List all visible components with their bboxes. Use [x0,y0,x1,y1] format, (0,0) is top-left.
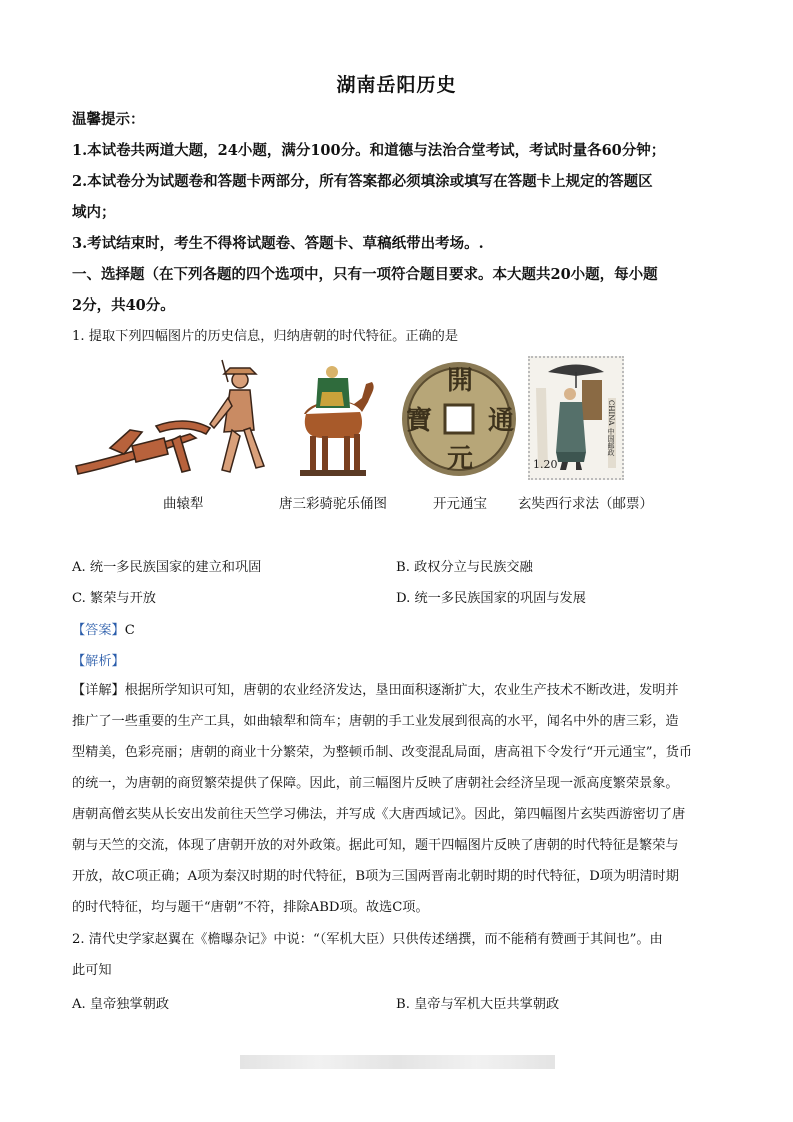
caption-plow: 曲辕犁 [163,496,204,512]
detail-line-3: 型精美，色彩亮丽；唐朝的商业十分繁荣，为整顿币制、改变混乱局面，唐高祖下令发行“开元通宝”，货币 [72,745,693,760]
coin-char-bottom: 元 [447,444,474,474]
tips-heading: 温馨提示： [72,111,145,128]
answer-label: 【答案】 [72,623,125,638]
detail-line-8: 的时代特征，均与题干“唐朝”不符，排除ABD项。故选C项。 [72,900,429,915]
coin-char-left: 寶 [406,406,433,436]
plow-image [72,358,272,480]
q1-option-c[interactable]: C. 繁荣与开放 [72,591,156,606]
detail-line-4: 的统一，为唐朝的商贸繁荣提供了保障。因此，前三幅图片反映了唐朝社会经济呈现一派高度繁荣景象。 [72,776,679,791]
q2-option-b[interactable]: B. 皇帝与军机大臣共掌朝政 [396,997,560,1012]
tip-2-cont: 域内； [72,204,116,221]
caption-stamp: 玄奘西行求法（邮票） [518,496,653,512]
caption-camel: 唐三彩骑驼乐俑图 [279,496,387,512]
detail-line-1: 【详解】根据所学知识可知，唐朝的农业经济发达，垦田面积逐渐扩大，农业生产技术不断改进，发明并 [72,683,679,698]
caption-coin: 开元通宝 [433,496,487,512]
plow-illustration-icon [72,358,272,480]
detail-line-2: 推广了一些重要的生产工具，如曲辕犁和筒车；唐朝的手工业发展到很高的水平，闻名中外的唐三彩，造 [72,714,679,729]
answer-value: C [124,623,135,638]
camel-figurine-icon [292,358,377,480]
question-2-stem-cont: 此可知 [72,963,112,978]
question-1-stem: 1. 提取下列四幅图片的历史信息，归纳唐朝的时代特征。正确的是 [72,329,459,344]
coin-char-right: 通 [488,406,515,436]
answer-row [72,619,135,638]
coin-char-top: 開 [447,366,474,396]
stamp-country: CHINA 中国邮政 [607,400,615,456]
q1-option-b[interactable]: B. 政权分立与民族交融 [396,560,533,575]
detail-line-6: 朝与天竺的交流，体现了唐朝开放的对外政策。据此可知，题干四幅图片反映了唐朝的时代特征是繁荣与 [72,838,679,853]
section-heading-1: 一、选择题（在下列各题的四个选项中，只有一项符合题目要求。本大题共20小题，每小题 [72,266,658,283]
footer-watermark [240,1055,555,1069]
q1-option-d[interactable]: D. 统一多民族国家的巩固与发展 [396,591,586,606]
q1-option-a[interactable]: A. 统一多民族国家的建立和巩固 [72,560,262,575]
page-title: 湖南岳阳历史 [336,74,457,96]
section-heading-2: 2分，共40分。 [72,297,175,314]
stamp-value: 1.20 [533,458,558,471]
camel-figurine-image [292,358,377,480]
analysis-label: 【解析】 [72,654,125,669]
tip-2: 2.本试卷分为试题卷和答题卡两部分，所有答案都必须填涂或填写在答题卡上规定的答题区 [72,173,653,190]
detail-line-5: 唐朝高僧玄奘从长安出发前往天竺学习佛法，并写成《大唐西域记》。因此，第四幅图片玄奘西游密切了唐 [72,807,686,822]
tip-1: 1.本试卷共两道大题，24小题，满分100分。和道德与法治合堂考试，考试时量各60分钟； [72,142,666,159]
q2-option-a[interactable]: A. 皇帝独掌朝政 [72,997,170,1012]
tip-3: 3.考试结束时，考生不得将试题卷、答题卡、草稿纸带出考场。. [72,235,484,252]
detail-line-7: 开放，故C项正确；A项为秦汉时期的时代特征，B项为三国两晋南北朝时期的时代特征，D项为明清时期 [72,869,679,884]
question-2-stem: 2. 清代史学家赵翼在《檐曝杂记》中说：“（军机大臣）只供传述缮撰，而不能稍有赞画于其间也”。由 [72,932,663,947]
